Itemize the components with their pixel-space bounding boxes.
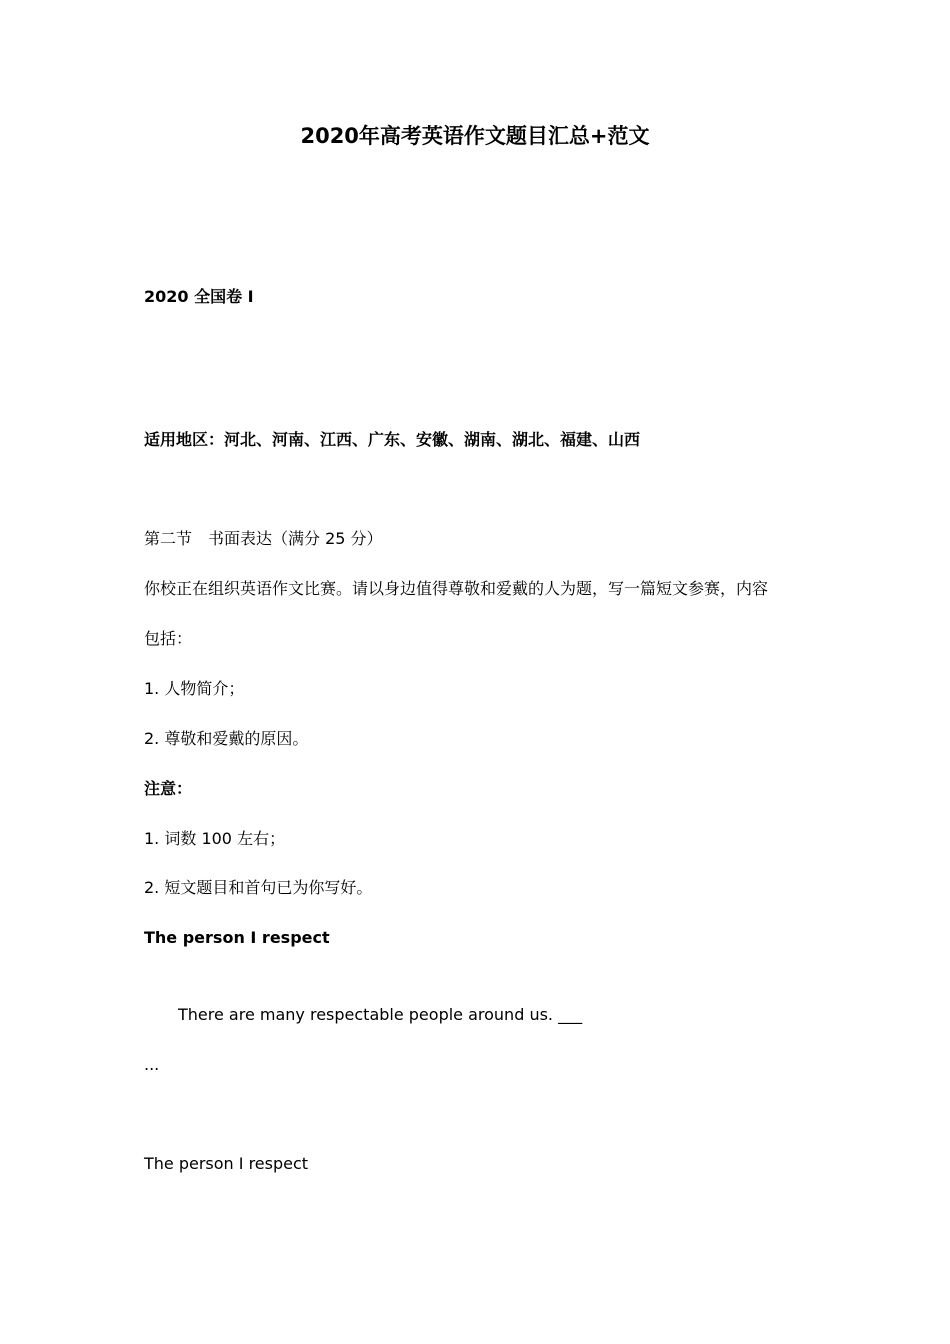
essay-first-sentence: There are many respectable people around us. ___	[178, 1005, 583, 1024]
prompt-line-1: 你校正在组织英语作文比赛。请以身边值得尊敬和爱戴的人为题，写一篇短文参赛，内容	[144, 579, 769, 598]
essay-title-bold: The person I respect	[144, 928, 330, 947]
ellipsis-text: ...	[144, 1055, 160, 1074]
note-item-1: 1. 词数 100 左右；	[144, 829, 286, 848]
notes-heading: 注意：	[144, 779, 193, 798]
section-heading: 第二节 书面表达（满分 25 分）	[144, 529, 383, 548]
document-title: 2020年高考英语作文题目汇总+范文	[300, 124, 650, 148]
content-item-1: 1. 人物简介；	[144, 679, 245, 698]
essay-title-plain: The person I respect	[144, 1154, 309, 1173]
prompt-line-2: 包括：	[144, 629, 193, 648]
exam-name: 2020 全国卷 I	[144, 287, 254, 306]
content-item-2: 2. 尊敬和爱戴的原因。	[144, 729, 309, 748]
applicable-regions: 适用地区：河北、河南、江西、广东、安徽、湖南、湖北、福建、山西	[144, 430, 641, 449]
note-item-2: 2. 短文题目和首句已为你写好。	[144, 878, 373, 897]
